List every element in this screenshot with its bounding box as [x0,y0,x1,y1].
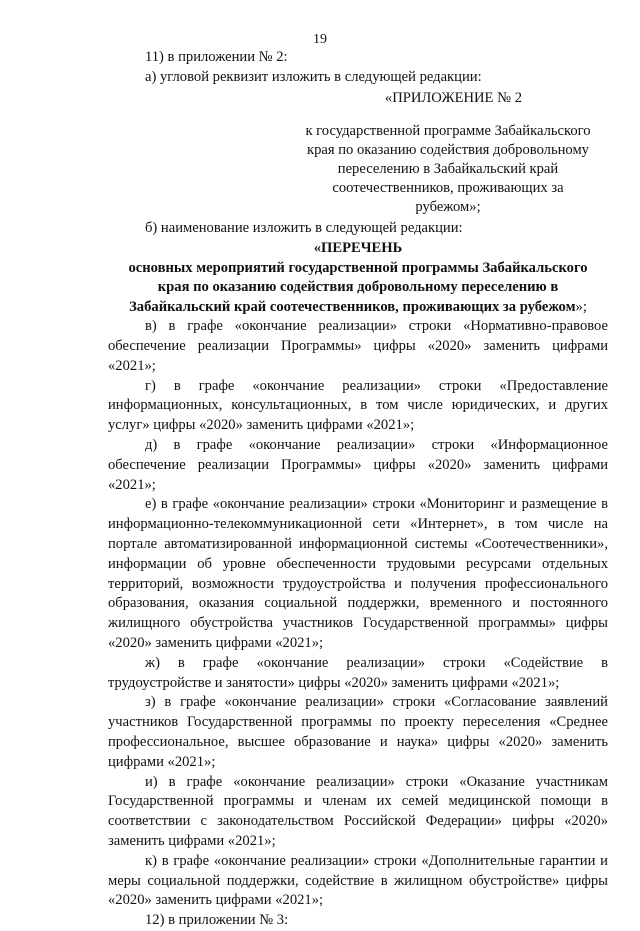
appendix-title: «ПРИЛОЖЕНИЕ № 2 [384,89,522,106]
list-title-line-2: края по оказанию содействия добровольному переселению в [157,279,559,296]
appendix-line-5: рубежом»; [415,199,481,216]
paragraph-k: к) в графе «окончание реализации» строки «Дополнительные гарантии и меры социальной поддержки, содействие в жилищном обустройстве» цифры «2020» заменить цифрами «2021»; [108,852,608,909]
list-title-line-3 [108,298,608,318]
appendix-line-4: соотечественников, проживающих за [332,180,564,197]
item-a-text: а) угловой реквизит изложить в следующей редакции: [145,68,482,85]
paragraph-z: з) в графе «окончание реализации» строки «Согласование заявлений участников Государственной программы по проекту переселения «Среднее профессиональное, высшее образование и наука» цифры «2020» заменить цифрами «2021»; [108,694,608,770]
paragraph-e: е) в графе «окончание реализации» строки «Мониторинг и размещение в информационно-телекоммуникационной сети «Интернет», в том числе на портале автоматизированной информационной системы «Соотечественники», информации об уровне обеспеченности трудовыми ресурсами отдельных территорий, возможности трудоустройства и получения профессионального образования, оказания социальной поддержки, временного и постоянного жилищного обустройства участников Государственной программы» цифры «2020» заменить цифрами «2021»; [108,496,608,651]
list-title-tail: »; [575,298,587,315]
paragraph-v: в) в графе «окончание реализации» строки «Нормативно-правовое обеспечение реализации Программы» цифры «2020» заменить цифрами «2021»; [108,318,608,374]
list-title [108,259,608,318]
appendix-line-2: края по оказанию содействия добровольному [307,142,589,159]
item-12-heading: 12) в приложении № 3: [145,912,289,929]
appendix-line-3: переселению в Забайкальский край [337,161,559,178]
list-heading: «ПЕРЕЧЕНЬ [313,240,403,257]
item-b-text: б) наименование изложить в следующей редакции: [145,220,463,237]
paragraph-g: г) в графе «окончание реализации» строки «Предоставление информационных, консультационных, в том числе юридических, и других услуг» цифры «2020» заменить цифрами «2021»; [108,377,608,434]
appendix-subtitle [298,122,598,217]
paragraph-i: и) в графе «окончание реализации» строки «Оказание участникам Государственной программы и членам их семей медицинской помощи в соответствии с законодательством Российской Федерации» цифры «2020» заменить цифрами «2021»; [108,773,608,849]
appendix-line-1: к государственной программе Забайкальского [305,123,591,140]
list-title-line-1: основных мероприятий государственной программы Забайкальского [128,259,588,276]
page-number: 19 [313,32,327,47]
document-body [108,48,608,931]
paragraph-d: д) в графе «окончание реализации» строки «Информационное обеспечение реализации Программы» цифры «2020» заменить цифрами «2021»; [108,436,608,493]
item-11-heading: 11) в приложении № 2: [145,49,288,65]
list-title-line-3-text: Забайкальский край соотечественников, проживающих за рубежом [129,298,576,315]
paragraph-zh: ж) в графе «окончание реализации» строки «Содействие в трудоустройстве и занятости» цифры «2020» заменить цифрами «2021»; [108,654,608,691]
